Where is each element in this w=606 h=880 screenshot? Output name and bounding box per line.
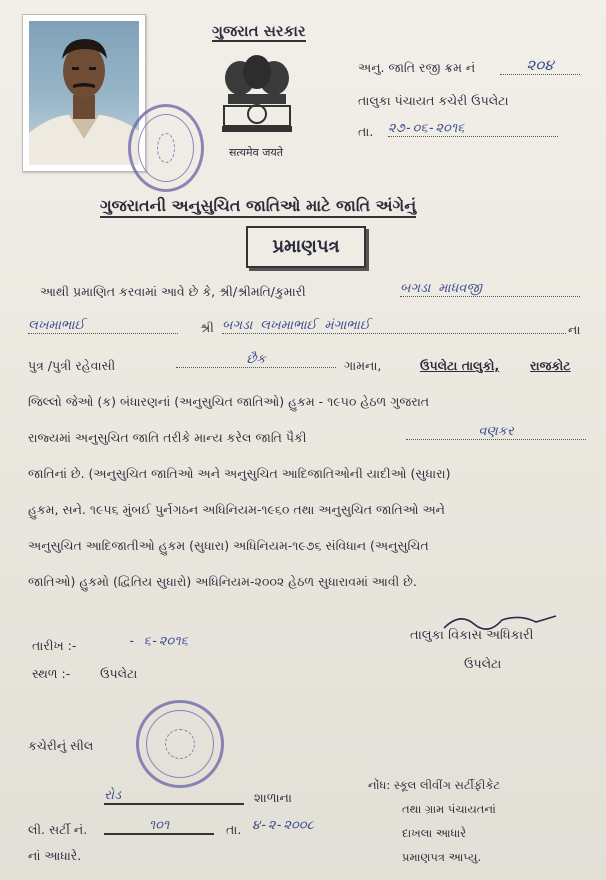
shri-label: શ્રી [200,320,214,335]
issue-date-value: ૨૭-૦૬-૨૦૧૬ [388,121,558,137]
body-line-5-prefix: રાજ્યમાં અનુસુચિત જાતિ તરીકે માન્ય કરેલ જાતિ પૈકી [28,430,307,445]
person-father-name: લખમાભાઈ [28,318,178,334]
office-seal-label: કચેરીનું સીલ [28,738,94,753]
footer-date-label: તારીખ :- [32,638,77,653]
caste-name: વણકર [406,424,586,440]
office-stamp-bottom [136,700,224,788]
certificate-title-box [246,226,366,268]
certificate-title: પ્રમાણપત્ર [272,236,340,257]
na-suffix: ના [568,322,581,337]
leaving-cert-date-label: તા. [226,822,242,837]
ashoka-emblem-icon [218,52,296,144]
person-portrait-image [29,21,139,165]
village-name: છૈક [176,352,336,368]
note-line-3: દાખલા આધારે [402,826,467,840]
footer-place-value: ઉપલેટા [100,666,138,681]
footer-date-value: - ૬-૨૦૧૬ [128,634,188,649]
officer-place: ઉપલેટા [464,656,502,671]
serial-label: અનુ. જાતિ રજી ક્રમ નં [358,60,476,75]
son-daughter-resident-label: પુત્ર /પુત્રી રહેવાસી [28,358,116,373]
leaving-cert-no-label: લી. સર્ટી નં. [28,822,88,837]
school-value: રોડ [104,788,244,805]
serial-value: ૨૦૪ [500,56,580,75]
school-label: શાળાના [254,790,292,805]
body-line-8: અનુસુચિત આદિજાતીઓ હુકમ (સુધારા) અધિનિયમ-૧૯૭૬ સંવિધાન (અનુસુચિત [28,538,429,553]
body-line-1-prefix: આથી પ્રમાણિત કરવામાં આવે છે કે, શ્રી/શ્રીમતિ/કુમારી [40,284,306,299]
note-line-2: તથા ગ્રામ પંચાયતનાં [402,802,496,816]
body-line-6: જાતિનાં છે. (અનુસુચિત જાતિઓ અને અનુસુચિત આદિજાતિઓની યાદીઓ (સુધારા) [28,466,451,481]
district-name: રાજકોટ [530,358,571,373]
person-name: બગડા માધવજી [400,281,580,297]
body-line-4: જિલ્લો જેઓ (ક) બંધારણનાં (અનુસુચિત જાતિઓ) હુકમ - ૧૯૫૦ હેઠળ ગુજરાત [28,394,430,409]
parent-name: બગડા લખમાભાઈ મંગાભાઈ [222,318,566,334]
basis-label: નાં આધારે. [28,848,82,863]
office-stamp-top [128,104,204,192]
body-line-9: જાતિઓ) હુકમો (દ્વિતિય સુધારો) અધિનિયમ-૨૦૦૨ હેઠળ સુધારાવમાં આવી છે. [28,574,417,589]
issue-date-label: તા. [358,124,374,139]
body-line-7: હુકમ, સને. ૧૯૫૬ મુંબઈ પુર્નગઠન અધિનિયમ-૧૯૬૦ તથા અનુસુચિત જાતિઓ અને [28,502,445,517]
note-line-4: પ્રમાણપત્ર આપ્યુ. [402,850,482,864]
note-line-1: નોંધ: સ્કૂલ લીવીંગ સર્ટીફીકેટ [368,778,501,792]
office-name: તાલુકા પંચાયત કચેરી ઉપલેટા [358,93,509,108]
footer-place-label: સ્થળ :- [32,666,71,681]
emblem-motto: सत्यमेव जयते [229,146,284,159]
leaving-cert-date-value: ૪-૨-૨૦૦૮ [252,818,314,833]
officer-title: તાલુકા વિકાસ અધિકારી [410,628,534,643]
leaving-cert-no-value: ૧૦૧ [104,818,214,835]
certificate-heading: ગુજરાતની અનુસુચિત જાતિઓ માટે જાતિ અંગેનું [100,196,416,218]
village-suffix: ગામના, [344,358,382,373]
government-title: ગુજરાત સરકાર [212,22,306,40]
taluka-name: ઉપલેટા તાલુકો, [420,358,500,373]
